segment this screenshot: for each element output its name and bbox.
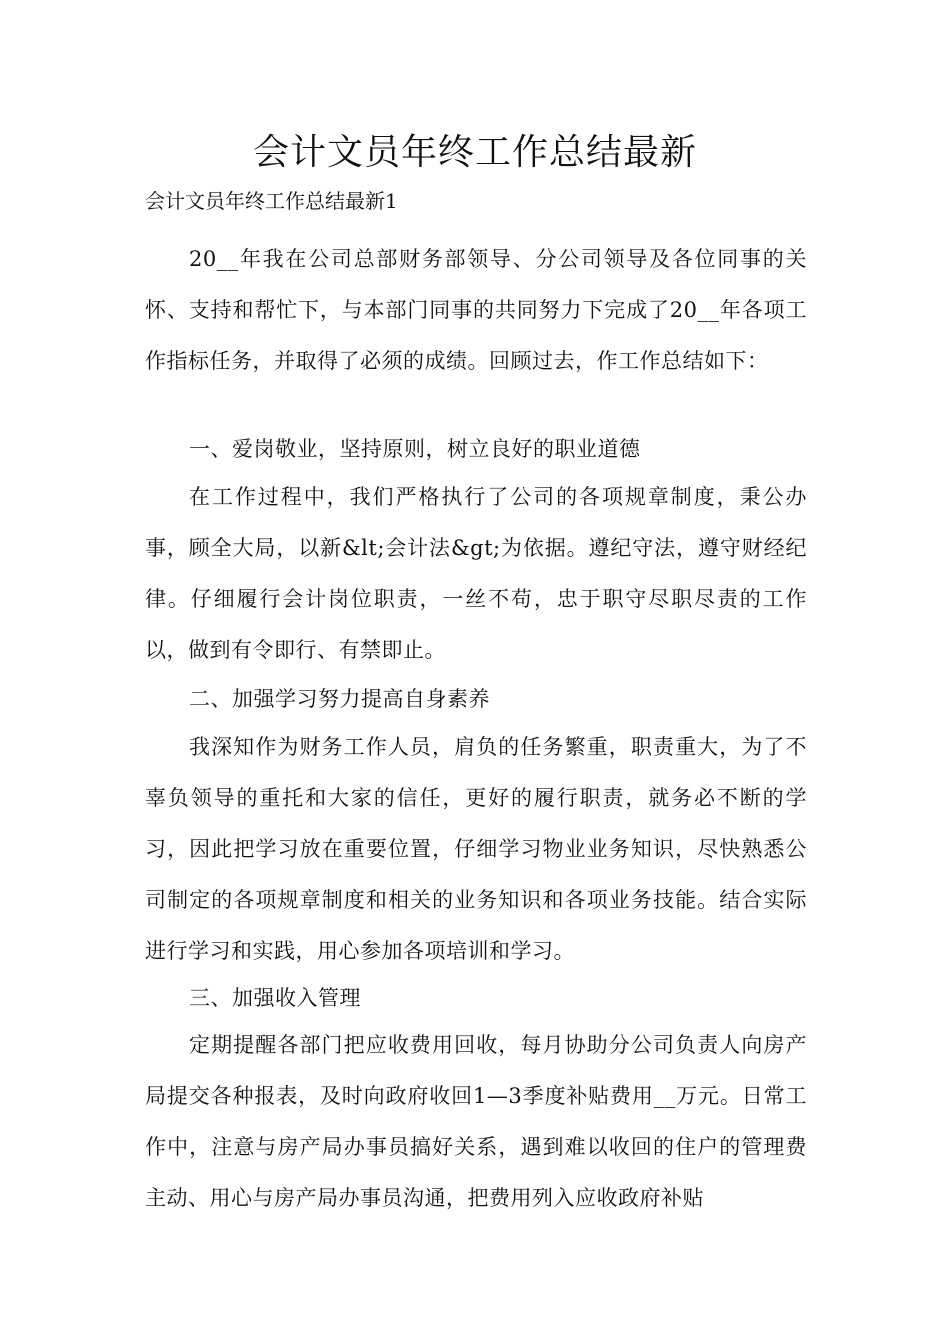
document-subtitle: 会计文员年终工作总结最新1	[145, 189, 398, 213]
paragraph-intro: 20__年我在公司总部财务部领导、分公司领导及各位同事的关怀、支持和帮忙下，与本部门同事的共同努力下完成了20__年各项工作指标任务，并取得了必须的成绩。回顾过去，作工作总结如下：	[145, 247, 807, 373]
section-heading-1: 一、爱岗敬业，坚持原则，树立良好的职业道德	[189, 437, 641, 461]
section-heading-2: 二、加强学习努力提高自身素养	[189, 687, 490, 711]
paragraph-section-2: 我深知作为财务工作人员，肩负的任务繁重，职责重大，为了不辜负领导的重托和大家的信任，更好的履行职责，就务必不断的学习，因此把学习放在重要位置，仔细学习物业业务知识，尽快熟悉公司制定的各项规章制度和相关的业务知识和各项业务技能。结合实际进行学习和实践，用心参加各项培训和学习。	[145, 735, 807, 963]
document-title: 会计文员年终工作总结最新	[252, 132, 697, 173]
paragraph-section-3: 定期提醒各部门把应收费用回收，每月协助分公司负责人向房产局提交各种报表，及时向政府收回1—3季度补贴费用__万元。日常工作中，注意与房产局办事员搞好关系，遇到难以收回的住户的管理费主动、用心与房产局办事员沟通，把费用列入应收政府补贴	[145, 1033, 807, 1210]
section-heading-3: 三、加强收入管理	[189, 986, 361, 1010]
paragraph-section-1: 在工作过程中，我们严格执行了公司的各项规章制度，秉公办事，顾全大局，以新&lt;会计法&gt;为依据。遵纪守法，遵守财经纪律。仔细履行会计岗位职责，一丝不苟，忠于职守尽职尽责的工作以，做到有令即行、有禁即止。	[145, 485, 807, 662]
